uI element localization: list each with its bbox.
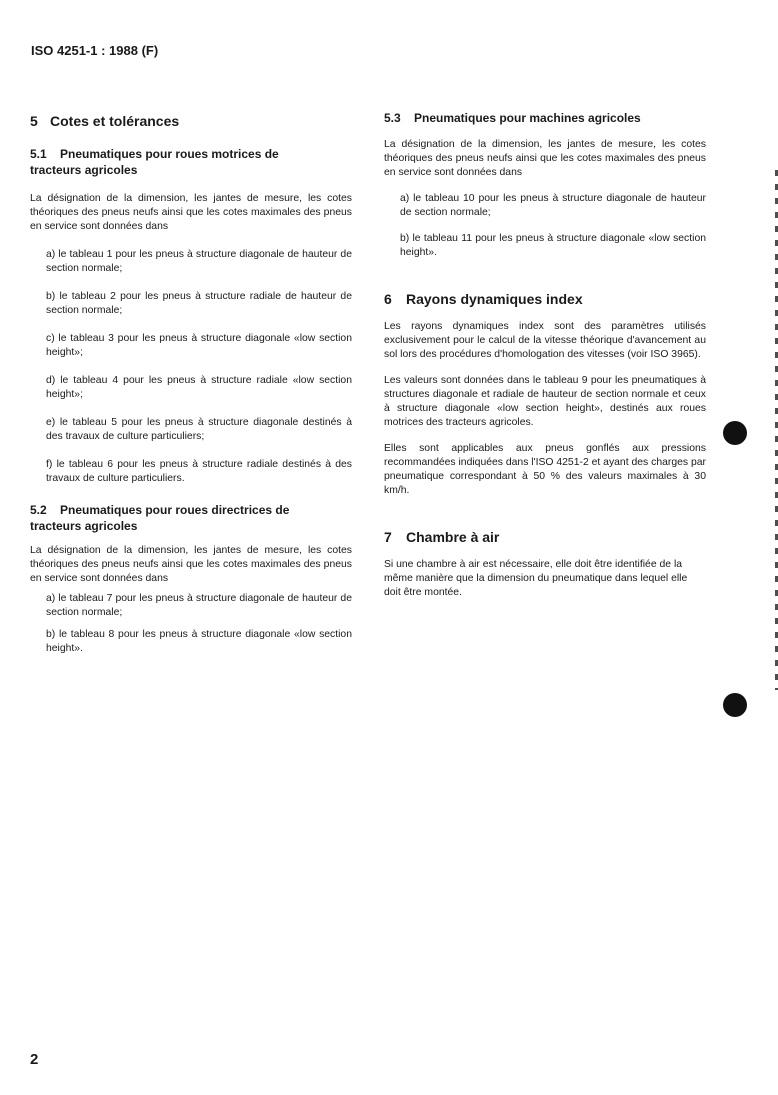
section-5-3-heading [384, 110, 706, 126]
section-6-heading [384, 290, 706, 308]
left-column [30, 112, 352, 656]
punch-hole-icon [723, 693, 747, 717]
section-5-2-heading [30, 502, 352, 534]
section-5-3-title: Pneumatiques pour machines agricoles [414, 111, 641, 125]
section-5-2-title-line2: tracteurs agricoles [30, 519, 138, 533]
list-item: c) le tableau 3 pour les pneus à structure diagonale «low section height»; [46, 333, 352, 358]
section-5-1-intro: La désignation de la dimension, les jantes de mesure, les cotes théoriques des pneus neufs ainsi que les cotes maximales des pneus en service sont données dans [30, 193, 352, 232]
list-item: b) le tableau 11 pour les pneus à structure diagonale «low section height». [400, 233, 706, 258]
section-5-heading [30, 112, 352, 130]
list-item: b) le tableau 8 pour les pneus à structure diagonale «low section height». [46, 629, 352, 654]
section-5-title: Cotes et tolérances [50, 113, 180, 129]
section-7-number: 7 [384, 529, 392, 545]
section-5-3-number: 5.3 [384, 111, 401, 125]
section-6-title: Rayons dynamiques index [406, 291, 583, 307]
list-item: d) le tableau 4 pour les pneus à structure radiale «low section height»; [46, 375, 352, 400]
section-5-number: 5 [30, 113, 38, 129]
section-5-1-title-line1: Pneumatiques pour roues motrices de [60, 147, 279, 161]
section-5-1-heading [30, 146, 352, 178]
section-6-number: 6 [384, 291, 392, 307]
punch-hole-icon [723, 421, 747, 445]
section-6-paragraph-2: Les valeurs sont données dans le tableau 9 pour les pneumatiques à structures diagonale et radiale de hauteur de section normale et ceux à structure diagonale «low section height», destinés aux roues motrices des tracteurs agricoles. [384, 375, 706, 428]
section-7-paragraph: Si une chambre à air est nécessaire, elle doit être identifiée de la même manière que la dimension du pneumatique dans lequel elle doit être montée. [384, 559, 688, 598]
list-item: e) le tableau 5 pour les pneus à structure diagonale destinés à des travaux de culture particuliers; [46, 417, 352, 442]
section-7-heading [384, 528, 706, 546]
section-6-paragraph-1: Les rayons dynamiques index sont des paramètres utilisés exclusivement pour le calcul de la vitesse théorique d'avancement au sol lors des procédures d'homologation des vitesses (voir ISO 3965). [384, 321, 706, 360]
list-item: a) le tableau 10 pour les pneus à structure diagonale de hauteur de section normale; [400, 193, 706, 218]
section-7-title: Chambre à air [406, 529, 500, 545]
list-item: a) le tableau 7 pour les pneus à structure diagonale de hauteur de section normale; [46, 593, 352, 618]
section-5-3-intro: La désignation de la dimension, les jantes de mesure, les cotes théoriques des pneus neufs ainsi que les cotes maximales des pneus en service sont données dans [384, 139, 706, 178]
list-item: f) le tableau 6 pour les pneus à structure radiale destinés à des travaux de culture particuliers. [46, 459, 352, 484]
section-6-paragraph-3: Elles sont applicables aux pneus gonflés aux pressions recommandées indiquées dans l'ISO 4251-2 et ayant des charges par pneumatique correspondant à 50 % des valeurs maximales à 30 km/h. [384, 443, 706, 496]
section-5-2-intro: La désignation de la dimension, les jantes de mesure, les cotes théoriques des pneus neufs ainsi que les cotes maximales des pneus en service sont données dans [30, 545, 352, 584]
list-item: a) le tableau 1 pour les pneus à structure diagonale de hauteur de section normale; [46, 249, 352, 274]
page-number: 2 [30, 1051, 39, 1068]
section-5-2-number: 5.2 [30, 503, 47, 517]
right-column [384, 110, 706, 600]
section-5-1-title-line2: tracteurs agricoles [30, 163, 138, 177]
section-5-2-title-line1: Pneumatiques pour roues directrices de [60, 503, 290, 517]
list-item: b) le tableau 2 pour les pneus à structure radiale de hauteur de section normale; [46, 291, 352, 316]
document-header: ISO 4251-1 : 1988 (F) [31, 43, 159, 58]
section-5-1-number: 5.1 [30, 147, 47, 161]
